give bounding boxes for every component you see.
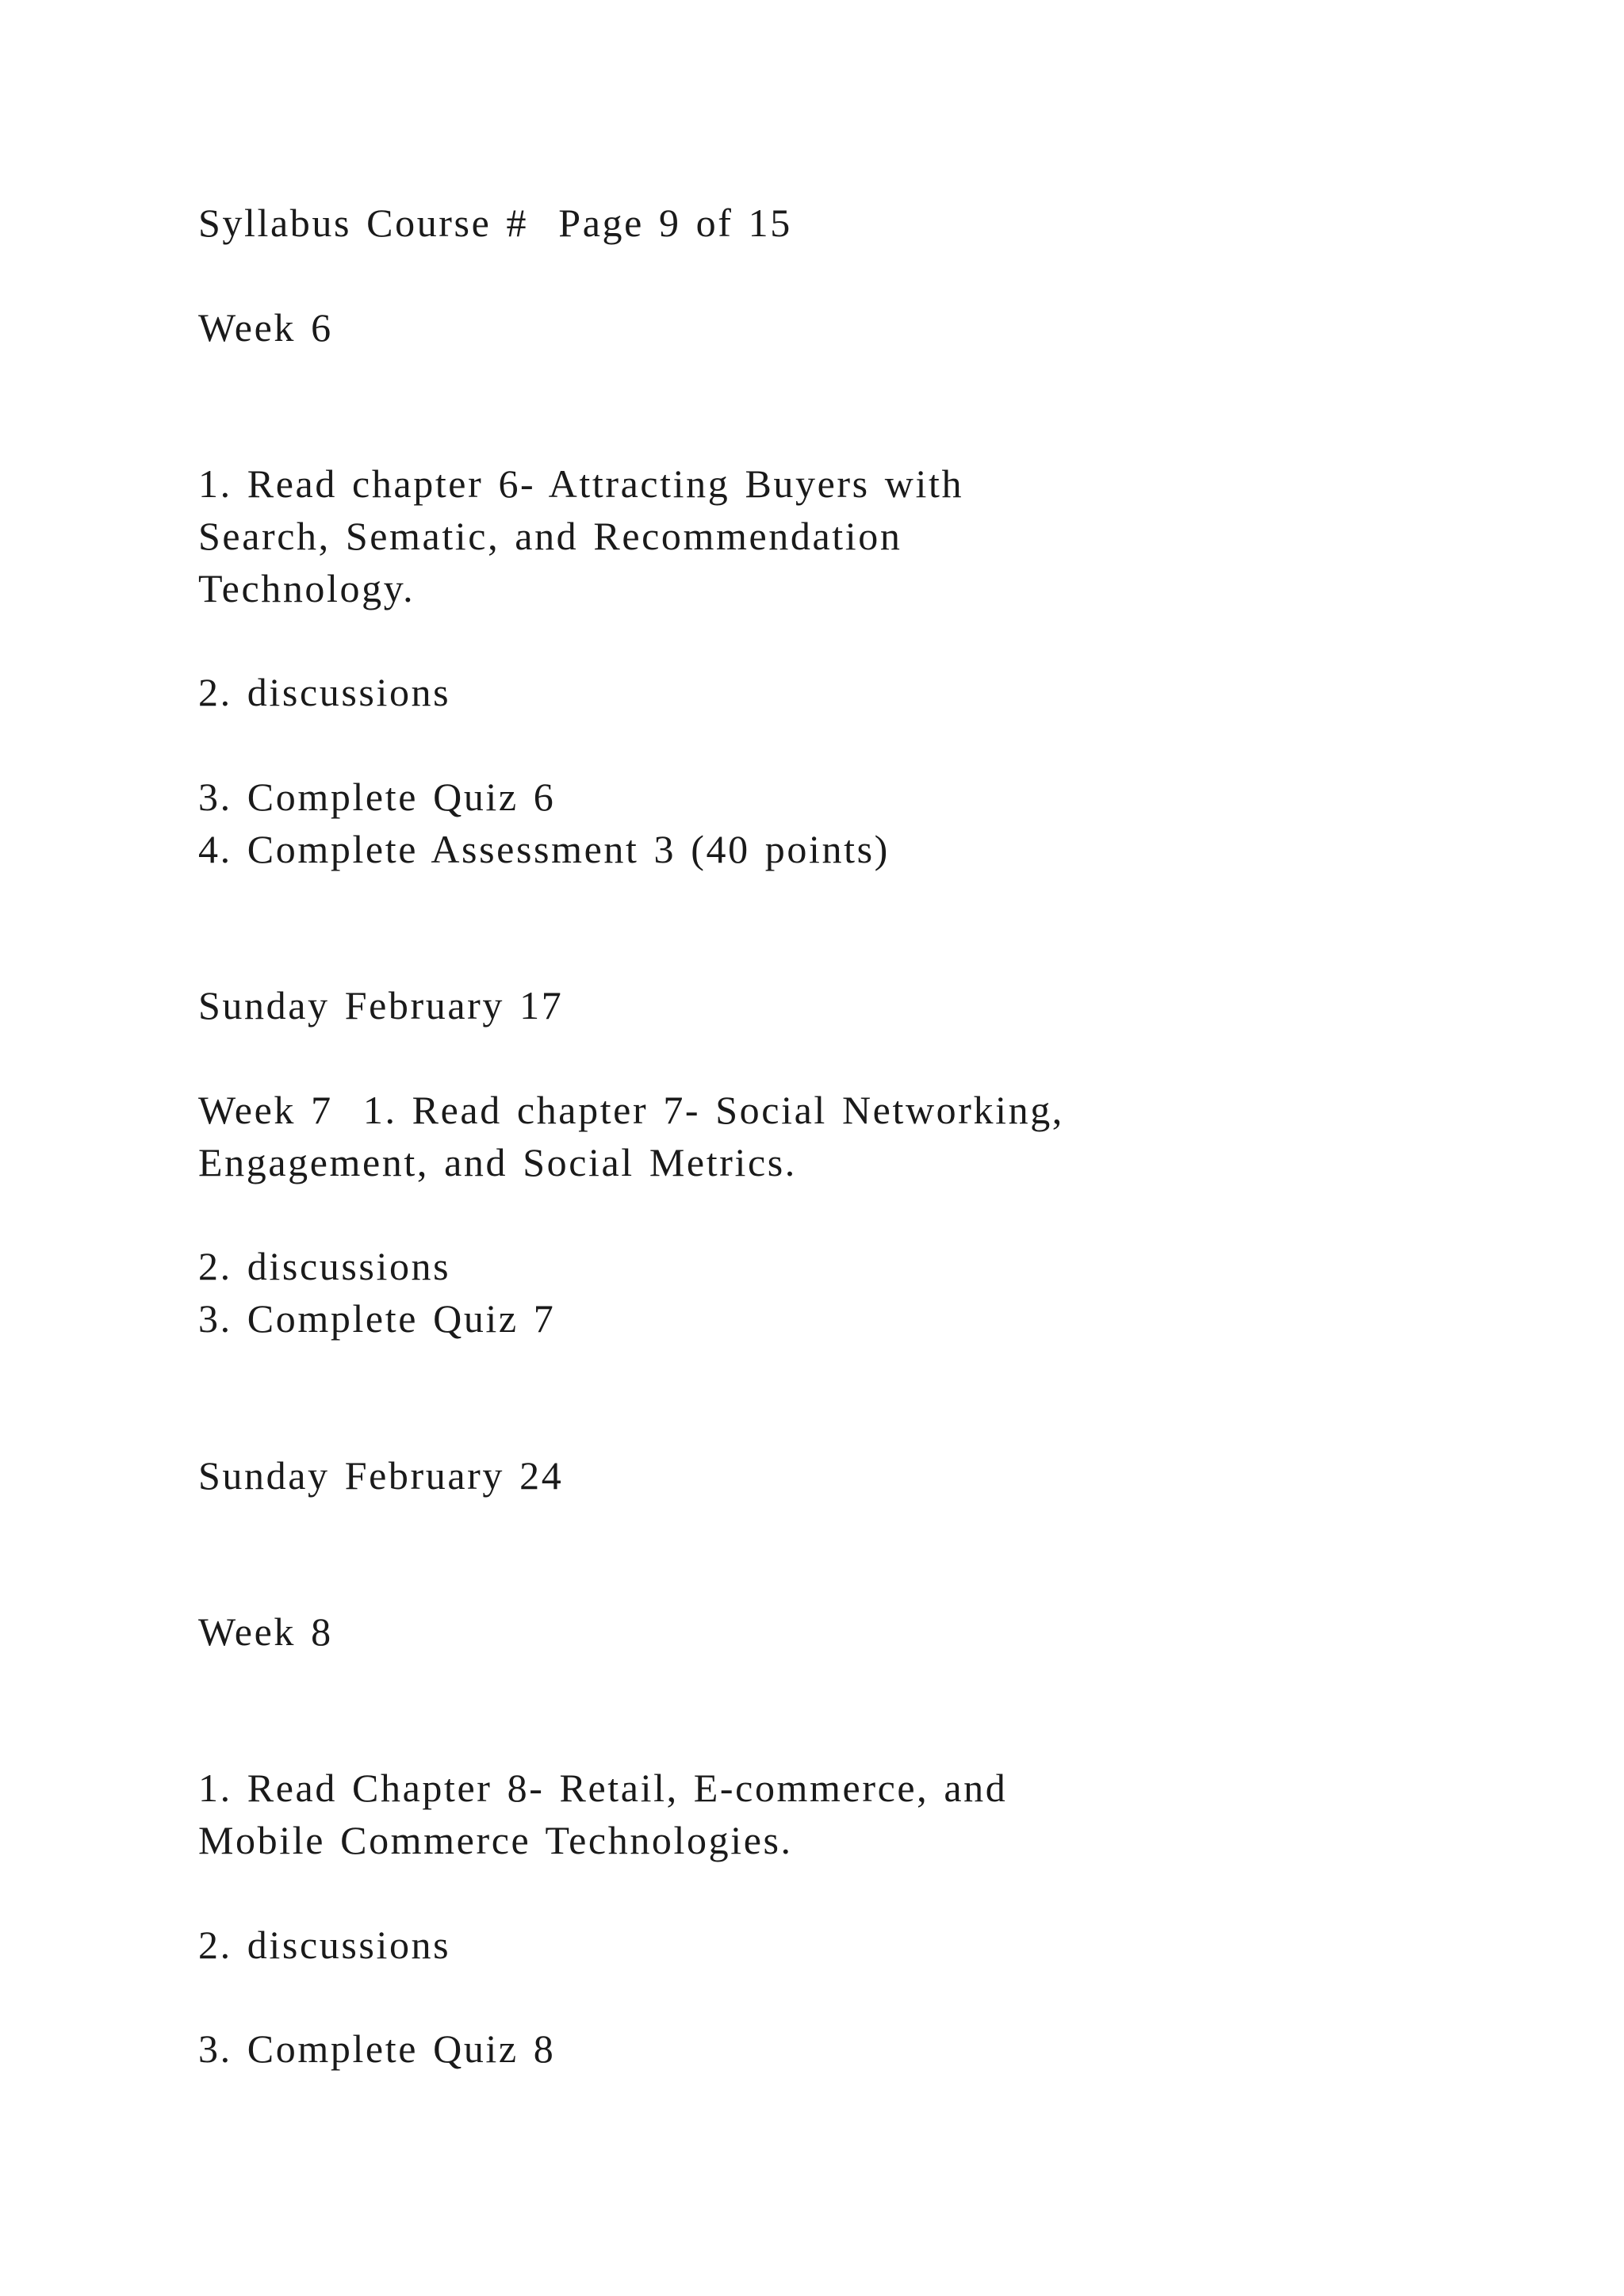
week-6-item-2: 2. discussions — [198, 670, 451, 714]
week-8-item-1-line-2: Mobile Commerce Technologies. — [198, 1818, 793, 1862]
week-7-line-1: Week 7 1. Read chapter 7- Social Networking, — [198, 1088, 1064, 1132]
week-7-item-3: 3. Complete Quiz 7 — [198, 1296, 556, 1341]
week-8-item-2: 2. discussions — [198, 1923, 451, 1967]
week-6-item-1-line-1: 1. Read chapter 6- Attracting Buyers with — [198, 461, 964, 506]
week-6-heading: Week 6 — [198, 305, 333, 350]
week-7-item-2: 2. discussions — [198, 1244, 451, 1288]
week-6-item-1-line-3: Technology. — [198, 566, 416, 610]
week-8-item-3: 3. Complete Quiz 8 — [198, 2026, 556, 2071]
week-8-item-1-line-1: 1. Read Chapter 8- Retail, E-commerce, and — [198, 1766, 1008, 1810]
due-date-2: Sunday February 24 — [198, 1453, 564, 1498]
week-6-item-4: 4. Complete Assessment 3 (40 points) — [198, 827, 890, 871]
due-date-1: Sunday February 17 — [198, 983, 564, 1027]
week-8-heading: Week 8 — [198, 1609, 333, 1654]
week-6-item-1-line-2: Search, Sematic, and Recommendation — [198, 514, 902, 558]
week-6-item-3: 3. Complete Quiz 6 — [198, 775, 556, 819]
week-7-line-2: Engagement, and Social Metrics. — [198, 1140, 797, 1184]
page-header: Syllabus Course # Page 9 of 15 — [198, 201, 792, 245]
